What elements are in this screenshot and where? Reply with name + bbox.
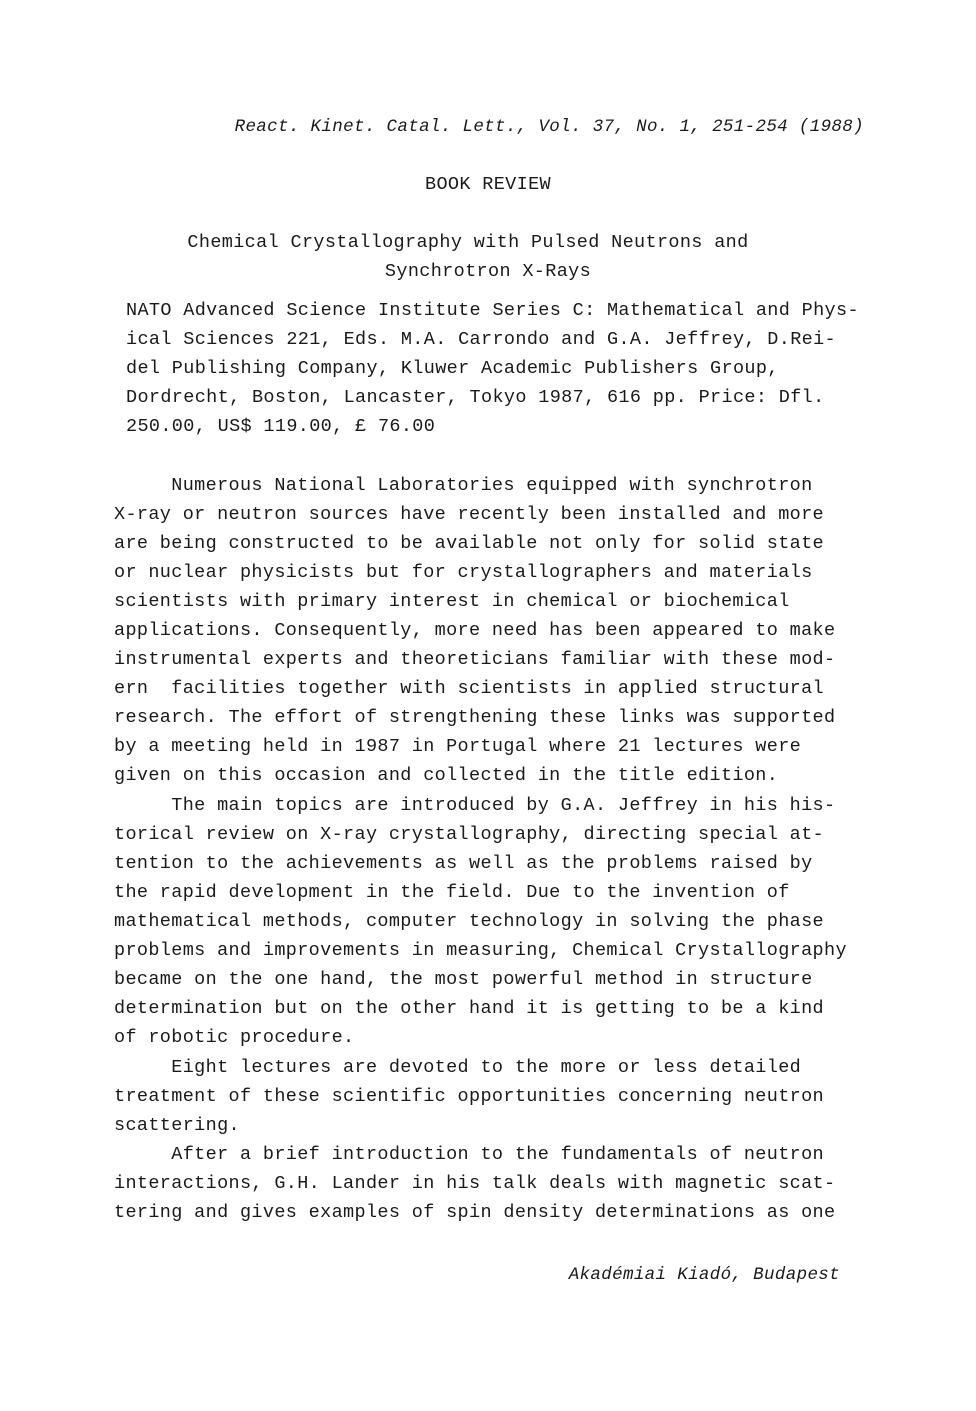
- publisher-imprint: Akadémiai Kiadó, Budapest: [568, 1265, 840, 1285]
- body-line: problems and improvements in measuring, Chemical Crystallography: [114, 940, 847, 961]
- book-details-line: Dordrecht, Boston, Lancaster, Tokyo 1987, 616 pp. Price: Dfl.: [126, 387, 825, 408]
- book-title-line: Synchrotron X-Rays: [384, 261, 592, 282]
- body-line: applications. Consequently, more need has been appeared to make: [114, 620, 836, 641]
- book-details-line: 250.00, US$ 119.00, £ 76.00: [126, 416, 436, 437]
- body-line: interactions, G.H. Lander in his talk deals with magnetic scat-: [114, 1173, 836, 1194]
- body-line: treatment of these scientific opportunities concerning neutron: [114, 1086, 825, 1107]
- book-details-line: del Publishing Company, Kluwer Academic Publishers Group,: [126, 358, 779, 379]
- body-line: tering and gives examples of spin density determinations as one: [114, 1202, 836, 1223]
- body-line: mathematical methods, computer technology in solving the phase: [114, 911, 825, 932]
- body-line: of robotic procedure.: [114, 1027, 355, 1048]
- section-label: BOOK REVIEW: [425, 174, 551, 195]
- body-line: X-ray or neutron sources have recently been installed and more: [114, 504, 825, 525]
- body-line: given on this occasion and collected in the title edition.: [114, 765, 779, 786]
- body-line: ern facilities together with scientists in applied structural: [114, 678, 825, 699]
- body-line: scientists with primary interest in chemical or biochemical: [114, 591, 790, 612]
- body-line: or nuclear physicists but for crystallographers and materials: [114, 562, 813, 583]
- body-line: tention to the achievements as well as the problems raised by: [114, 853, 813, 874]
- body-line: the rapid development in the field. Due to the invention of: [114, 882, 790, 903]
- body-line: determination but on the other hand it is getting to be a kind: [114, 998, 825, 1019]
- body-line: scattering.: [114, 1115, 240, 1136]
- body-line: by a meeting held in 1987 in Portugal where 21 lectures were: [114, 736, 802, 757]
- body-line: The main topics are introduced by G.A. Jeffrey in his his-: [114, 795, 836, 816]
- book-title-line: Chemical Crystallography with Pulsed Neutrons and: [187, 232, 749, 253]
- body-line: instrumental experts and theoreticians familiar with these mod-: [114, 649, 836, 670]
- body-line: Eight lectures are devoted to the more or less detailed: [114, 1057, 802, 1078]
- body-line: research. The effort of strengthening these links was supported: [114, 707, 836, 728]
- body-line: Numerous National Laboratories equipped with synchrotron: [114, 475, 813, 496]
- journal-citation: React. Kinet. Catal. Lett., Vol. 37, No. 1, 251-254 (1988): [234, 117, 864, 137]
- book-details-line: NATO Advanced Science Institute Series C: Mathematical and Phys-: [126, 300, 859, 321]
- body-line: are being constructed to be available not only for solid state: [114, 533, 825, 554]
- body-line: After a brief introduction to the fundamentals of neutron: [114, 1144, 825, 1165]
- body-line: became on the one hand, the most powerful method in structure: [114, 969, 813, 990]
- body-line: torical review on X-ray crystallography, directing special at-: [114, 824, 825, 845]
- book-details-line: ical Sciences 221, Eds. M.A. Carrondo and G.A. Jeffrey, D.Rei-: [126, 329, 837, 350]
